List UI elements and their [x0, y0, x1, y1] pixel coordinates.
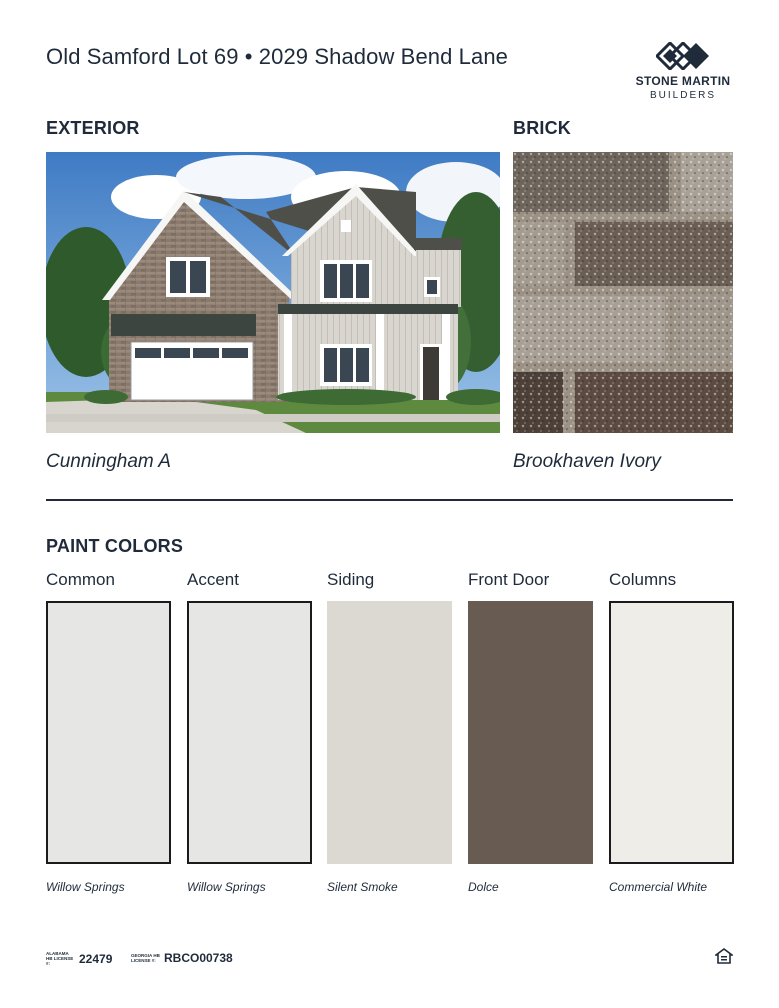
brand-logo	[628, 42, 738, 104]
georgia-license-label: GEORGIA HB LICENSE #:	[131, 953, 160, 963]
alabama-license	[46, 951, 112, 966]
exterior-heading: EXTERIOR	[46, 118, 140, 138]
swatch-label-columns: Columns	[609, 570, 677, 589]
alabama-license-label: ALABAMA HB LICENSE #:	[46, 951, 74, 966]
swatch-siding	[327, 601, 452, 864]
section-divider	[46, 499, 733, 501]
brand-name: STONE MARTIN	[635, 74, 731, 88]
color-name-siding: Silent Smoke	[327, 880, 398, 894]
color-name-accent: Willow Springs	[187, 880, 266, 894]
paint-colors-heading: PAINT COLORS	[46, 536, 184, 556]
swatch-label-front-door: Front Door	[468, 570, 550, 589]
brand-subtitle: BUILDERS	[649, 90, 716, 101]
color-name-common: Willow Springs	[46, 880, 125, 894]
logo-diamonds-icon	[656, 42, 710, 70]
swatch-common	[46, 601, 171, 864]
swatch-label-accent: Accent	[187, 570, 239, 589]
color-name-front-door: Dolce	[468, 880, 499, 894]
swatch-accent	[187, 601, 312, 864]
brick-heading: BRICK	[513, 118, 571, 138]
georgia-license-number: RBCO00738	[164, 951, 233, 965]
swatch-label-common: Common	[46, 570, 115, 589]
swatch-label-siding: Siding	[327, 570, 375, 589]
color-name-columns: Commercial White	[609, 880, 708, 894]
swatch-columns	[609, 601, 734, 864]
brick-sample-image	[513, 152, 733, 433]
brick-name: Brookhaven Ivory	[513, 451, 661, 472]
swatch-front-door	[468, 601, 593, 864]
georgia-license	[131, 951, 233, 965]
plan-name: Cunningham A	[46, 451, 171, 472]
page-title: Old Samford Lot 69 • 2029 Shadow Bend Lane	[46, 44, 508, 69]
alabama-license-number: 22479	[79, 951, 113, 966]
equal-housing-icon	[715, 948, 733, 964]
exterior-rendering-image	[46, 152, 500, 433]
